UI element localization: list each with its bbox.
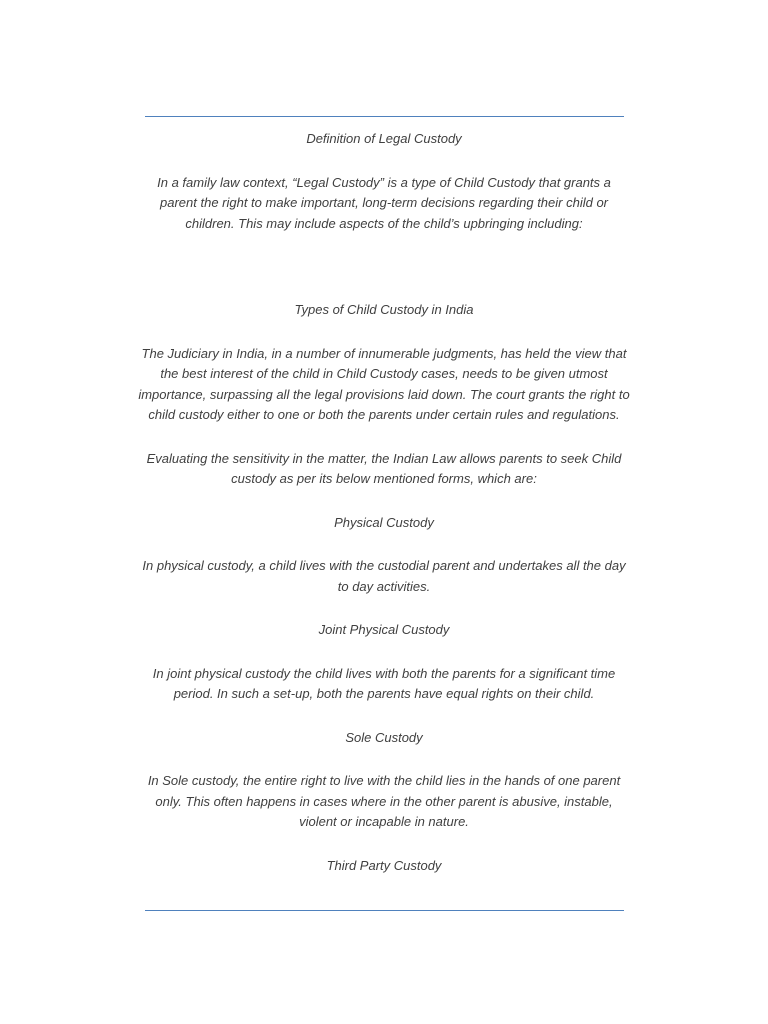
heading-sole-custody: Sole Custody — [345, 729, 423, 745]
heading-physical-custody: Physical Custody — [334, 514, 434, 530]
heading-third-party-custody: Third Party Custody — [326, 857, 442, 873]
para-sole-custody: In Sole custody, the entire right to live with the child lies in the hands of one parent only. This often happens in cases where in the other parent is abusive, instable, violent or incapable in nature. — [147, 773, 621, 829]
blank-space — [138, 257, 630, 300]
para-physical-custody: In physical custody, a child lives with the custodial parent and undertakes all the day to day activities. — [142, 558, 626, 594]
para-legal-custody: In a family law context, “Legal Custody” is a type of Child Custody that grants a parent the right to make important, long-term decisions regarding their child or children. This may include aspects of the child’s upbringing including: — [157, 174, 611, 231]
top-rule — [145, 116, 624, 117]
document-body — [138, 129, 630, 899]
heading-joint-physical-custody: Joint Physical Custody — [318, 622, 450, 637]
heading-definition-legal-custody: Definition of Legal Custody — [306, 131, 462, 146]
heading-types-child-custody: Types of Child Custody in India — [294, 302, 474, 317]
para-joint-physical-custody: In joint physical custody the child lives with both the parents for a significant time period. In such a set-up, both the parents have equal rights on their child. — [152, 665, 616, 701]
para-evaluating: Evaluating the sensitivity in the matter, the Indian Law allows parents to seek Child custody as per its below mentioned forms, which are: — [146, 450, 622, 486]
para-judiciary: The Judiciary in India, in a number of innumerable judgments, has held the view that the best interest of the child in Child Custody cases, needs to be given utmost importance, surpassing all the legal provisions laid down. The court grants the right to child custody either to one or both the parents under certain rules and regulations. — [138, 345, 630, 422]
bottom-rule — [145, 910, 624, 911]
